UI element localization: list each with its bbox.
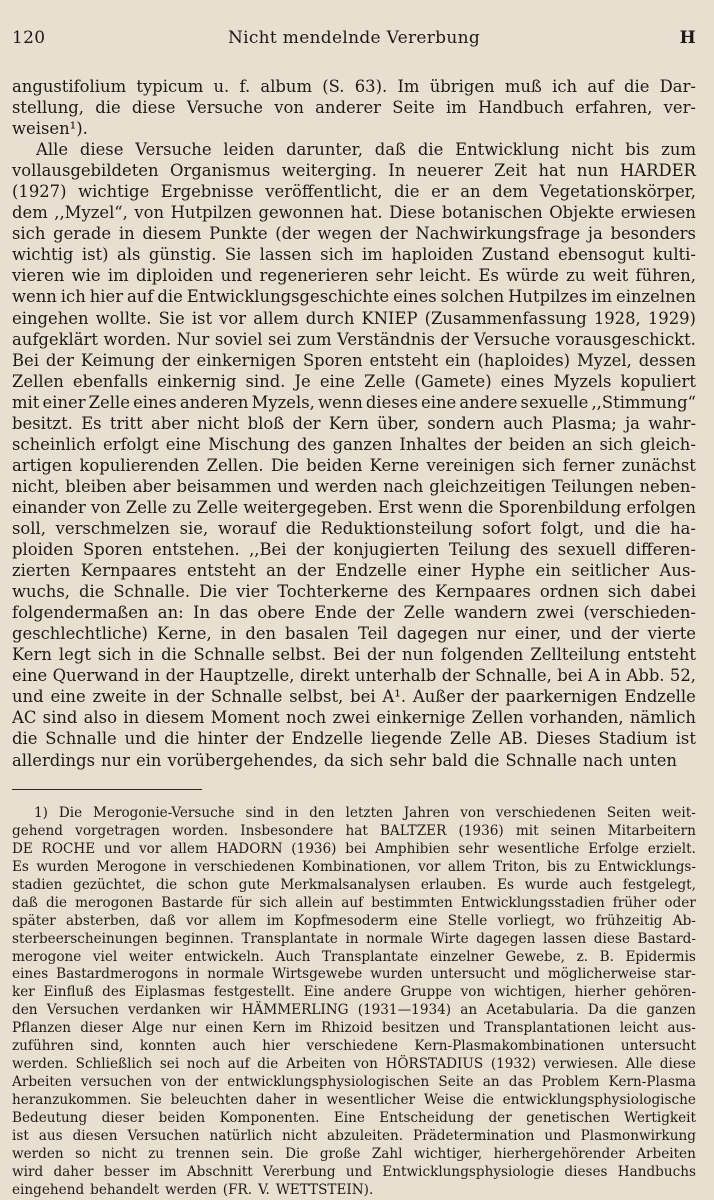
text-line: Bedeutung dieser beiden Komponenten. Eine Entscheidung der genetischen Wertigkeit (12, 1109, 696, 1126)
text-line: dem ,,Myzel“, von Hutpilzen gewonnen hat. Diese botanischen Objekte erwiesen (12, 203, 696, 223)
text-line: wenn ich hier auf die Entwicklungsgeschichte eines solchen Hutpilzes im einzelnen (12, 287, 696, 307)
text-line: geschlechtliche) Kerne, in den basalen Teil dagegen nur einer, und der vierte (12, 624, 696, 644)
text-line: zuführen sind, konnten auch hier verschiedene Kern-Plasmakombinationen untersucht (12, 1038, 696, 1055)
footnote (12, 805, 696, 1200)
text-line: eine Querwand in der Hauptzelle, direkt unterhalb der Schnalle, bei A in Abb. 52, (12, 666, 696, 686)
footnote-separator (12, 789, 202, 790)
text-line: allerdings nur ein vorübergehendes, da sich sehr bald die Schnalle nach unten (12, 750, 677, 770)
text-line: Bei der Keimung der einkernigen Sporen entsteht ein (haploides) Myzel, dessen (12, 350, 696, 370)
text-line: wird daher besser im Abschnitt Vererbung und Entwicklungsphysiologie dieses Handbuchs (12, 1163, 696, 1180)
text-line: werden. Schließlich sei noch auf die Arbeiten von HÖRSTADIUS (1932) verwiesen. Alle diese (12, 1056, 696, 1073)
text-line: wichtig ist) als günstig. Sie lassen sich im haploiden Zustand ebensogut kulti- (12, 245, 696, 265)
text-line: sich gerade in diesem Punkte (der wegen der Nachwirkungsfrage ja besonders (12, 224, 696, 244)
text-line: soll, verschmelzen sie, worauf die Reduktionsteilung sofort folgt, und die ha- (12, 518, 696, 538)
page-header (12, 28, 696, 60)
text-line: gehend vorgetragen worden. Insbesondere hat BALTZER (1936) mit seinen Mitarbeitern (12, 822, 696, 839)
text-line: scheinlich erfolgt eine Mischung des ganzen Inhaltes der beiden an sich gleich- (12, 434, 696, 454)
text-line: besitzt. Es tritt aber nicht bloß der Kern über, sondern auch Plasma; ja wahr- (12, 413, 696, 433)
text-line: heranzukommen. Sie beleuchten daher in wesentlicher Weise die entwicklungsphysiologische (12, 1092, 696, 1108)
text-line: Pflanzen dieser Alge nur einen Kern im Rhizoid besitzen und Transplantationen leicht aus- (12, 1020, 696, 1037)
text-line: daß die merogonen Bastarde für sich allein auf bestimmten Entwicklungsstadien früher oder (12, 894, 696, 911)
text-line: weisen¹). (12, 119, 88, 139)
text-line: (1927) wichtige Ergebnisse veröffentlicht, die er an dem Vegetationskörper, (12, 182, 696, 202)
text-line: später absterben, daß vor allem im Kopfmesoderm eine Stelle vorliegt, wo frühzeitig Ab- (12, 912, 696, 929)
text-line: werden so nicht zu trennen sein. Die große Zahl wichtiger, hierhergehörender Arbeiten (12, 1145, 696, 1162)
text-line: stadien gezüchtet, die schon gute Merkmalsanalysen erlauben. Es wurde auch festgelegt, (12, 876, 696, 893)
text-line: Kern legt sich in die Schnalle selbst. Bei der nun folgenden Zellteilung entsteht (12, 645, 696, 665)
text-line: zierten Kernpaares entsteht an der Endzelle einer Hyphe ein seitlicher Aus- (12, 561, 696, 581)
text-line: Zellen ebenfalls einkernig sind. Je eine Zelle (Gamete) eines Myzels kopuliert (12, 371, 696, 391)
main-text (12, 76, 696, 771)
text-line: Es wurden Merogone in verschiedenen Kombinationen, vor allem Triton, bis zu Entwicklungs- (12, 858, 696, 875)
text-line: eingehen wollte. Sie ist vor allem durch KNIEP (Zusammenfassung 1928, 1929) (12, 308, 696, 328)
text-line: ist aus diesen Versuchen natürlich nicht abzuleiten. Prädetermination und Plasmonwirkung (12, 1127, 696, 1144)
page-number: 120 (12, 28, 46, 48)
text-line: die Schnalle und die hinter der Endzelle liegende Zelle AB. Dieses Stadium ist (12, 729, 696, 749)
text-line: ploiden Sporen entstehen. ,,Bei der konjugierten Teilung des sexuell differen- (12, 540, 696, 560)
text-line: ker Einfluß des Eiplasmas festgestellt. Eine andere Gruppe von wichtigen, hierher gehören- (12, 984, 696, 1001)
text-line: sterbeerscheinungen beginnen. Transplantate in normale Wirte dagegen lassen diese Bastard- (12, 930, 696, 947)
text-line: nicht, bleiben aber beisammen und werden nach gleichzeitigen Teilungen neben- (12, 476, 696, 496)
text-line: artigen kopulierenden Zellen. Die beiden Kerne vereinigen sich ferner zunächst (12, 455, 696, 475)
text-line: Alle diese Versuche leiden darunter, daß die Entwicklung nicht bis zum (36, 140, 696, 160)
text-line: vieren wie im diploiden und regenerieren sehr leicht. Es würde zu weit führen, (12, 266, 696, 286)
text-line: mit einer Zelle eines anderen Myzels, wenn dieses eine andere sexuelle ,,Stimmung“ (12, 392, 696, 412)
text-line: vollausgebildeten Organismus weiterging. In neuerer Zeit hat nun HARDER (12, 161, 696, 181)
text-line: eines Bastardmerogons in normale Wirtsgewebe wurden untersucht und möglicherweise star- (12, 966, 696, 983)
text-line: den Versuchen verdanken wir HÄMMERLING (1931—1934) an Acetabularia. Da die ganzen (12, 1002, 696, 1019)
text-line: Arbeiten versuchen von der entwicklungsphysiologischen Seite an das Problem Kern-Plasma (12, 1074, 696, 1091)
running-title: Nicht mendelnde Vererbung (227, 28, 481, 48)
text-line: eingehend behandelt werden (FR. V. WETTSTEIN). (12, 1181, 374, 1198)
section-letter: H (679, 28, 696, 48)
text-line: stellung, die diese Versuche von anderer Seite im Handbuch erfahren, ver- (12, 98, 696, 118)
text-line: AC sind also in diesem Moment noch zwei einkernige Zellen vorhanden, nämlich (12, 708, 696, 728)
text-line: folgendermaßen an: In das obere Ende der Zelle wandern zwei (verschieden- (12, 603, 696, 623)
text-line: wuchs, die Schnalle. Die vier Tochterkerne des Kernpaares ordnen sich dabei (12, 582, 696, 602)
text-line: DE ROCHE und vor allem HADORN (1936) bei Amphibien sehr wesentliche Erfolge erzielt. (12, 840, 696, 857)
text-line: angustifolium typicum u. f. album (S. 63). Im übrigen muß ich auf die Dar- (12, 77, 696, 96)
text-line: merogone viel weiter entwickeln. Auch Transplantate einzelner Gewebe, z. B. Epidermis (12, 948, 696, 965)
text-line: 1) Die Merogonie-Versuche sind in den letzten Jahren von verschiedenen Seiten weit- (34, 805, 696, 821)
text-line: einander von Zelle zu Zelle weitergegeben. Erst wenn die Sporenbildung erfolgen (12, 497, 696, 517)
text-line: aufgeklärt worden. Nur soviel sei zum Verständnis der Versuche vorausgeschickt. (12, 329, 696, 349)
text-line: und eine zweite in der Schnalle selbst, bei A¹. Außer der paarkernigen Endzelle (12, 687, 696, 707)
